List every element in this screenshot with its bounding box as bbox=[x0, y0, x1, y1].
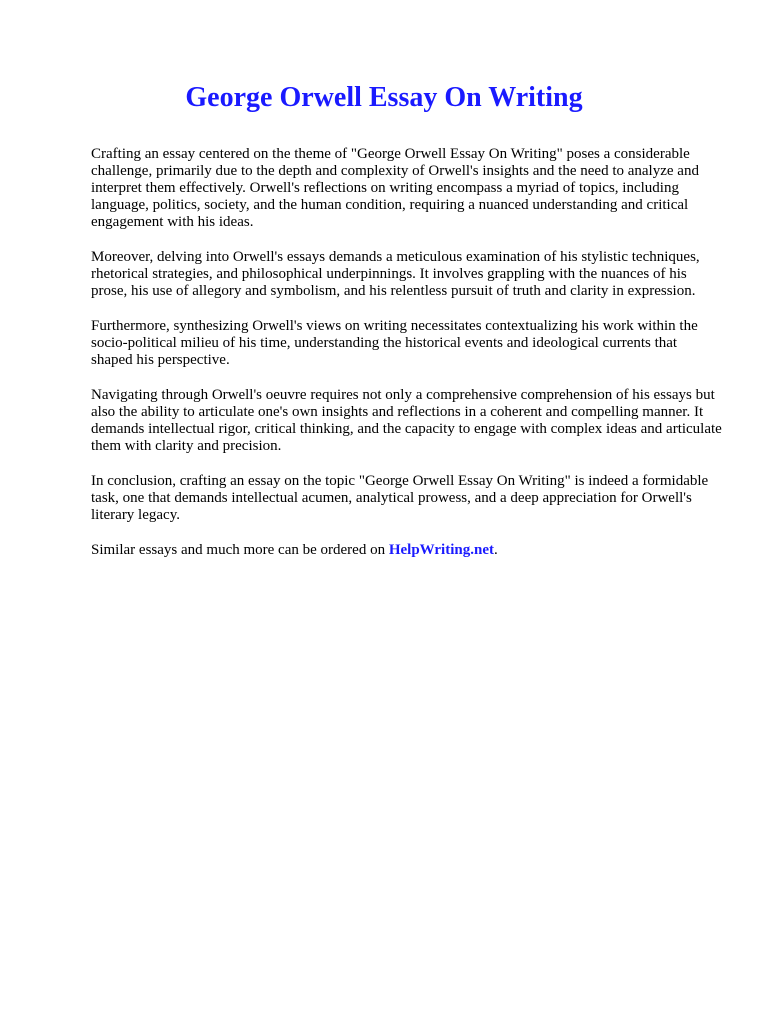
order-footer bbox=[91, 542, 722, 559]
paragraph-2: Moreover, delving into Orwell's essays demands a meticulous examination of his stylistic techniques, rhetorical strategies, and philosophical underpinnings. It involves grappling with the nuances of his prose, his use of allegory and symbolism, and his relentless pursuit of truth and clarity in expression. bbox=[91, 249, 700, 299]
paragraph-4: Navigating through Orwell's oeuvre requires not only a comprehensive comprehension of his essays but also the ability to articulate one's own insights and reflections in a coherent and compelling manner. It demands intellectual rigor, critical thinking, and the capacity to engage with complex ideas and articulate them with clarity and precision. bbox=[91, 387, 722, 454]
document-title: George Orwell Essay On Writing bbox=[185, 82, 583, 113]
paragraph-5: In conclusion, crafting an essay on the topic "George Orwell Essay On Writing" is indeed a formidable task, one that demands intellectual acumen, analytical prowess, and a deep appreciation for Orwell's literary legacy. bbox=[91, 473, 709, 523]
helpwriting-link[interactable]: HelpWriting.net bbox=[388, 542, 494, 558]
paragraph-3: Furthermore, synthesizing Orwell's views on writing necessitates contextualizing his work within the socio-political milieu of his time, understanding the historical events and ideological currents that shaped his perspective. bbox=[91, 318, 698, 368]
order-footer-suffix: . bbox=[493, 542, 498, 558]
paragraph-1: Crafting an essay centered on the theme of "George Orwell Essay On Writing" poses a considerable challenge, primarily due to the depth and complexity of Orwell's insights and the need to analyze and interpret them effectively. Orwell's reflections on writing encompass a myriad of topics, including language, politics, society, and the human condition, requiring a nuanced understanding and critical engagement with his ideas. bbox=[91, 146, 699, 230]
order-footer-text: Similar essays and much more can be ordered on bbox=[91, 542, 386, 558]
